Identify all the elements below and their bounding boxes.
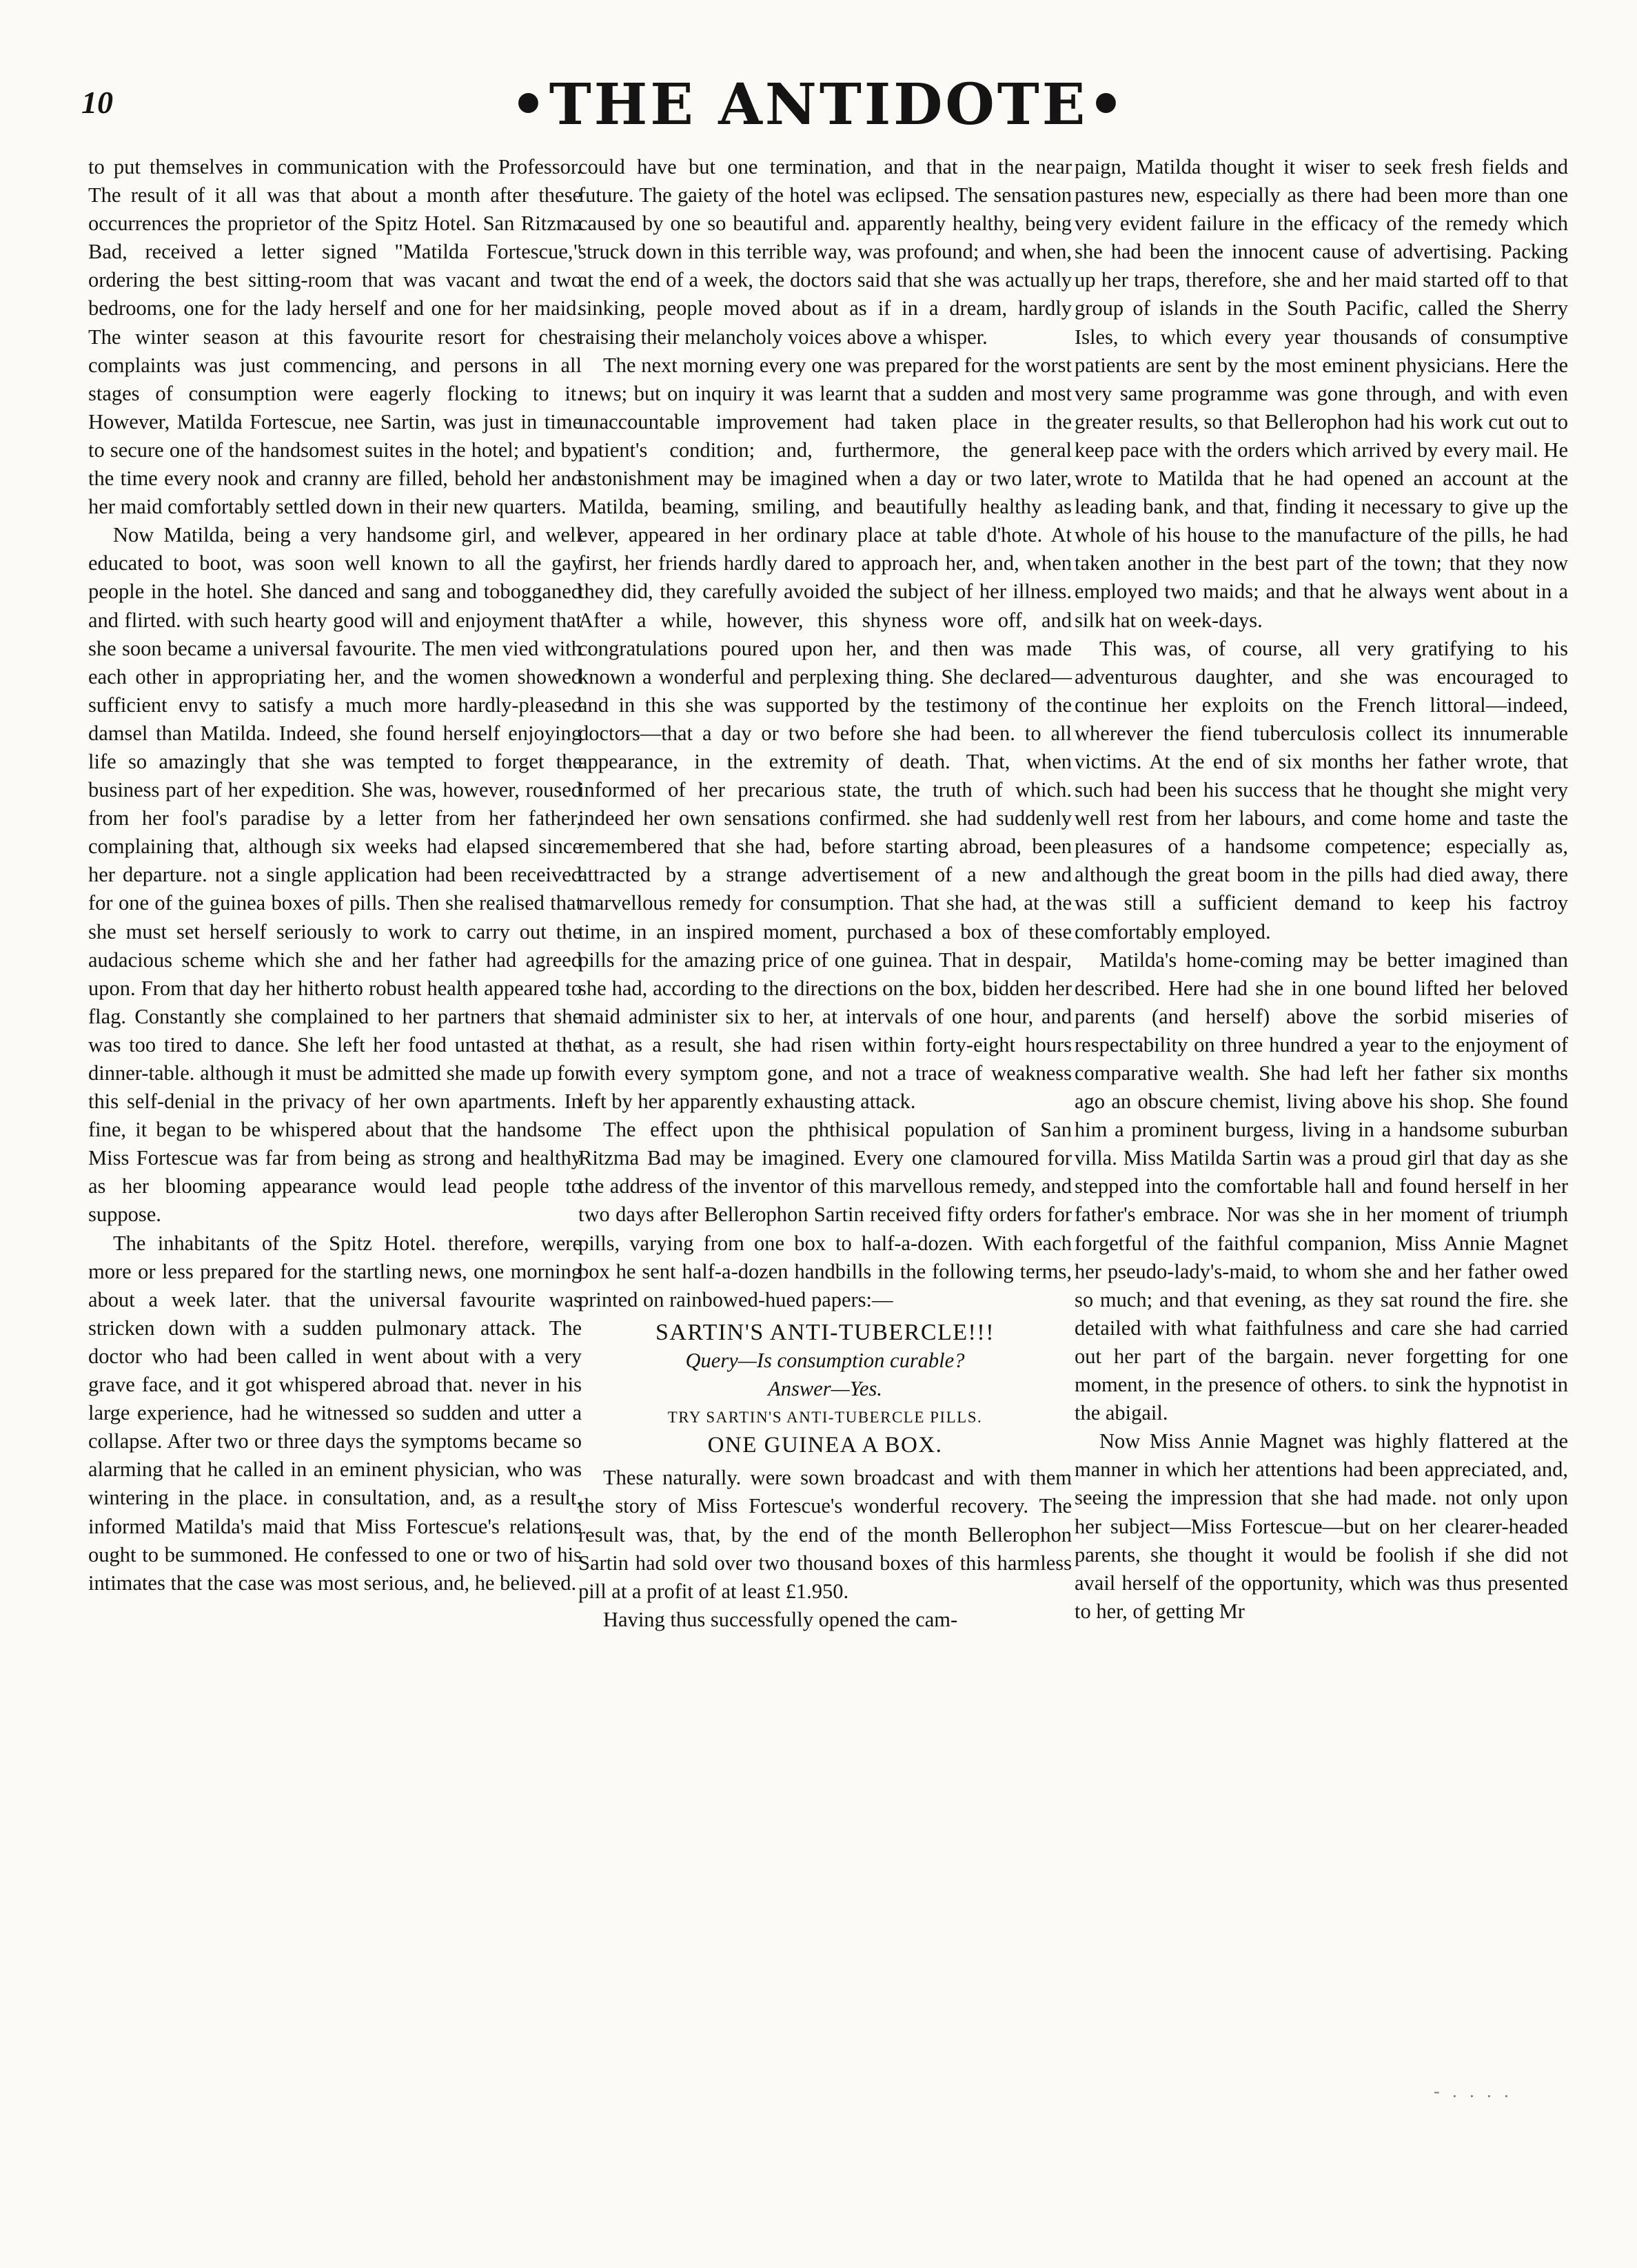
paragraph: The inhabitants of the Spitz Hotel. therefore, were more or less prepared for the startling news, one morning about a week later. that the universal favourite was stricken down with a sudden pulmonary attack. The doctor who had been called in went about with a very grave face, and it got whispered abroad that. never in his large experience, had he witnessed so sudden and utter a collapse. After two or three days the symptoms became so alarming that he called in an eminent physician, who was wintering in the place. in consultation, and, as a result, informed Matilda's maid that Miss Fortescue's relations ought to be summoned. He confessed to one or two of his intimates that the case was most serious, and, he believed. [88, 1231, 582, 1595]
column-1 [88, 153, 582, 1597]
column-2 [578, 153, 1072, 1634]
advert-headline: SARTIN'S ANTI-TUBERCLE!!! [655, 1319, 995, 1345]
paragraph: This was, of course, all very gratifying to his adventurous daughter, and she was encouraged to continue her exploits on the French littoral—indeed, wherever the fiend tuberculosis collect its innumerable victims. At the end of six months her father wrote, that such had been his success that he thought she might very well rest from her labours, and come home and taste the pleasures of a handsome competence; especially as, although the great boom in the pills had died away, there was still a sufficient demand to keep his factroy comfortably employed. [1075, 636, 1568, 943]
advert-try-line: TRY SARTIN'S ANTI-TUBERCLE PILLS. [667, 1409, 983, 1427]
column-3 [1075, 153, 1568, 1626]
footer-mark: - . . . . [1434, 2081, 1513, 2101]
advert-query: Query—Is consumption curable? [685, 1348, 965, 1372]
paragraph: The effect upon the phthisical population of San Ritzma Bad may be imagined. Every one clamoured for the address of the inventor of this marvellous remedy, and two days after Bellerophon Sartin received fifty orders for pills, varying from one box to half-a-dozen. With each box he sent half-a-dozen handbills in the following terms, printed on rainbowed-hued papers:— [578, 1118, 1072, 1311]
page-number: 10 [81, 85, 113, 120]
advertisement-block [578, 1318, 1072, 1460]
advert-price: ONE GUINEA A BOX. [707, 1433, 943, 1458]
paragraph: Now Matilda, being a very handsome girl, and well educated to boot, was soon well known to all the gay people in the hotel. She danced and sang and tobogganed and flirted. with such hearty good will and enjoyment that she soon became a universal favourite. The men vied with each other in appropriating her, and the women showed sufficient envy to satisfy a much more hardly-pleased damsel than Matilda. Indeed, she found herself enjoying life so amazingly that she was tempted to forget the business part of her expedition. She was, however, roused from her fool's paradise by a letter from her father, complaining that, although six weeks had elapsed since her departure. not a single application had been received for one of the guinea boxes of pills. Then she realised that she must set herself seriously to work to carry out the audacious scheme which she and her father had agreed upon. From that day her hitherto robust health appeared to flag. Constantly she complained to her partners that she was too tired to dance. She left her food untasted at the dinner-table. although it must be admitted she made up for this self-denial in the privacy of her own apartments. In fine, it began to be whispered about that the handsome Miss Fortescue was far from being as strong and healthy as her blooming appearance would lead people to suppose. [88, 523, 582, 1227]
masthead-title: •THE ANTIDOTE• [510, 72, 1127, 138]
paragraph: Now Miss Annie Magnet was highly flattered at the manner in which her attentions had been appreciated, and, seeing the impression that she had made. not only upon her subject—Miss Fortescue—but on her clearer-headed parents, she thought it would be foolish if she did not avail herself of the opportunity, which was thus presented to her, of getting Mr [1075, 1429, 1568, 1623]
paragraph: paign, Matilda thought it wiser to seek fresh fields and pastures new, especially as there had been more than one very evident failure in the efficacy of the remedy which she had been the innocent cause of advertising. Packing up her traps, therefore, she and her maid started off to that group of islands in the South Pacific, called the Sherry Isles, to which every year thousands of consumptive patients are sent by the most eminent physicians. Here the very same programme was gone through, and with even greater results, so that Bellerophon had his work cut out to keep pace with the orders which arrived by every mail. He wrote to Matilda that he had opened an account at the leading bank, and that, finding it necessary to give up the whole of his house to the manufacture of the pills, he had taken another in the best part of the town; that they now employed two maids; and that he always went about in a silk hat on week-days. [1075, 155, 1568, 632]
paragraph: could have but one termination, and that in the near future. The gaiety of the hotel was eclipsed. The sensation caused by one so beautiful and. apparently healthy, being struck down in this terrible way, was profound; and when, at the end of a week, the doctors said that she was actually sinking, people moved about as if in a dream, hardly raising their melancholy voices above a whisper. [578, 155, 1072, 349]
paragraph: Having thus successfully opened the cam- [603, 1607, 958, 1631]
paragraph: to put themselves in communication with the Professor. The result of it all was that about a month after these occurrences the proprietor of the Spitz Hotel. San Ritzma Bad, received a letter signed "Matilda Fortescue," ordering the best sitting-room that was vacant and two bedrooms, one for the lady herself and one for her maid. The winter season at this favourite resort for chest complaints was just commencing, and persons in all stages of consumption were eagerly flocking to it. However, Matilda Fortescue, nee Sartin, was just in time to secure one of the handsomest suites in the hotel; and by the time every nook and cranny are filled, behold her and her maid comfortably settled down in their new quarters. [88, 155, 582, 519]
paragraph: Matilda's home-coming may be better imagined than described. Here had she in one bound lifted her beloved parents (and herself) above the sorbid miseries of respectability on three hundred a year to the enjoyment of comparative wealth. She had left her father six months ago an obscure chemist, living above his shop. She found him a prominent burgess, living in a handsome suburban villa. Miss Matilda Sartin was a proud girl that day as she stepped into the comfortable hall and found herself in her father's embrace. Nor was she in her moment of triumph forgetful of the faithful companion, Miss Annie Magnet her pseudo-lady's-maid, to whom she and her father owed so much; and that evening, as they sat round the fire. she detailed with what faithfulness and care she had carried out her part of the bargain. never forgetting for one moment, in the presence of others. to sink the hypnotist in the abigail. [1075, 948, 1568, 1425]
advert-answer: Answer—Yes. [768, 1377, 882, 1401]
paragraph: The next morning every one was prepared for the worst news; but on inquiry it was learnt that a sudden and most unaccountable improvement had taken place in the patient's condition; and, furthermore, the general astonishment may be imagined when a day or two later, Matilda, beaming, smiling, and beautifully healthy as ever, appeared in her ordinary place at table d'hote. At first, her friends hardly dared to approach her, and, when they did, they carefully avoided the subject of her illness. After a while, however, this shyness wore off, and congratulations poured upon her, and then was made known a wonderful and perplexing thing. She declared—and in this she was supported by the testimony of the doctors—that a day or two before she had been. to all appearance, in the extremity of death. That, when informed of her precarious state, the truth of which. indeed her own sensations confirmed. she had suddenly remembered that she had, before starting abroad, been attracted by a strange advertisement of a new and marvellous remedy for consumption. That she had, at the time, in an inspired moment, purchased a box of these pills for the amazing price of one guinea. That in despair, she had, according to the directions on the box, bidden her maid administer six to her, at intervals of one hour, and that, as a result, she had risen within forty-eight hours with every symptom gone, and not a trace of weakness left by her apparently exhausting attack. [578, 353, 1072, 1114]
paragraph: These naturally. were sown broadcast and with them the story of Miss Fortescue's wonderful recovery. The result was, that, by the end of the month Bellerophon Sartin had sold over two thousand boxes of this harmless pill at a profit of at least £1.950. [578, 1466, 1072, 1603]
